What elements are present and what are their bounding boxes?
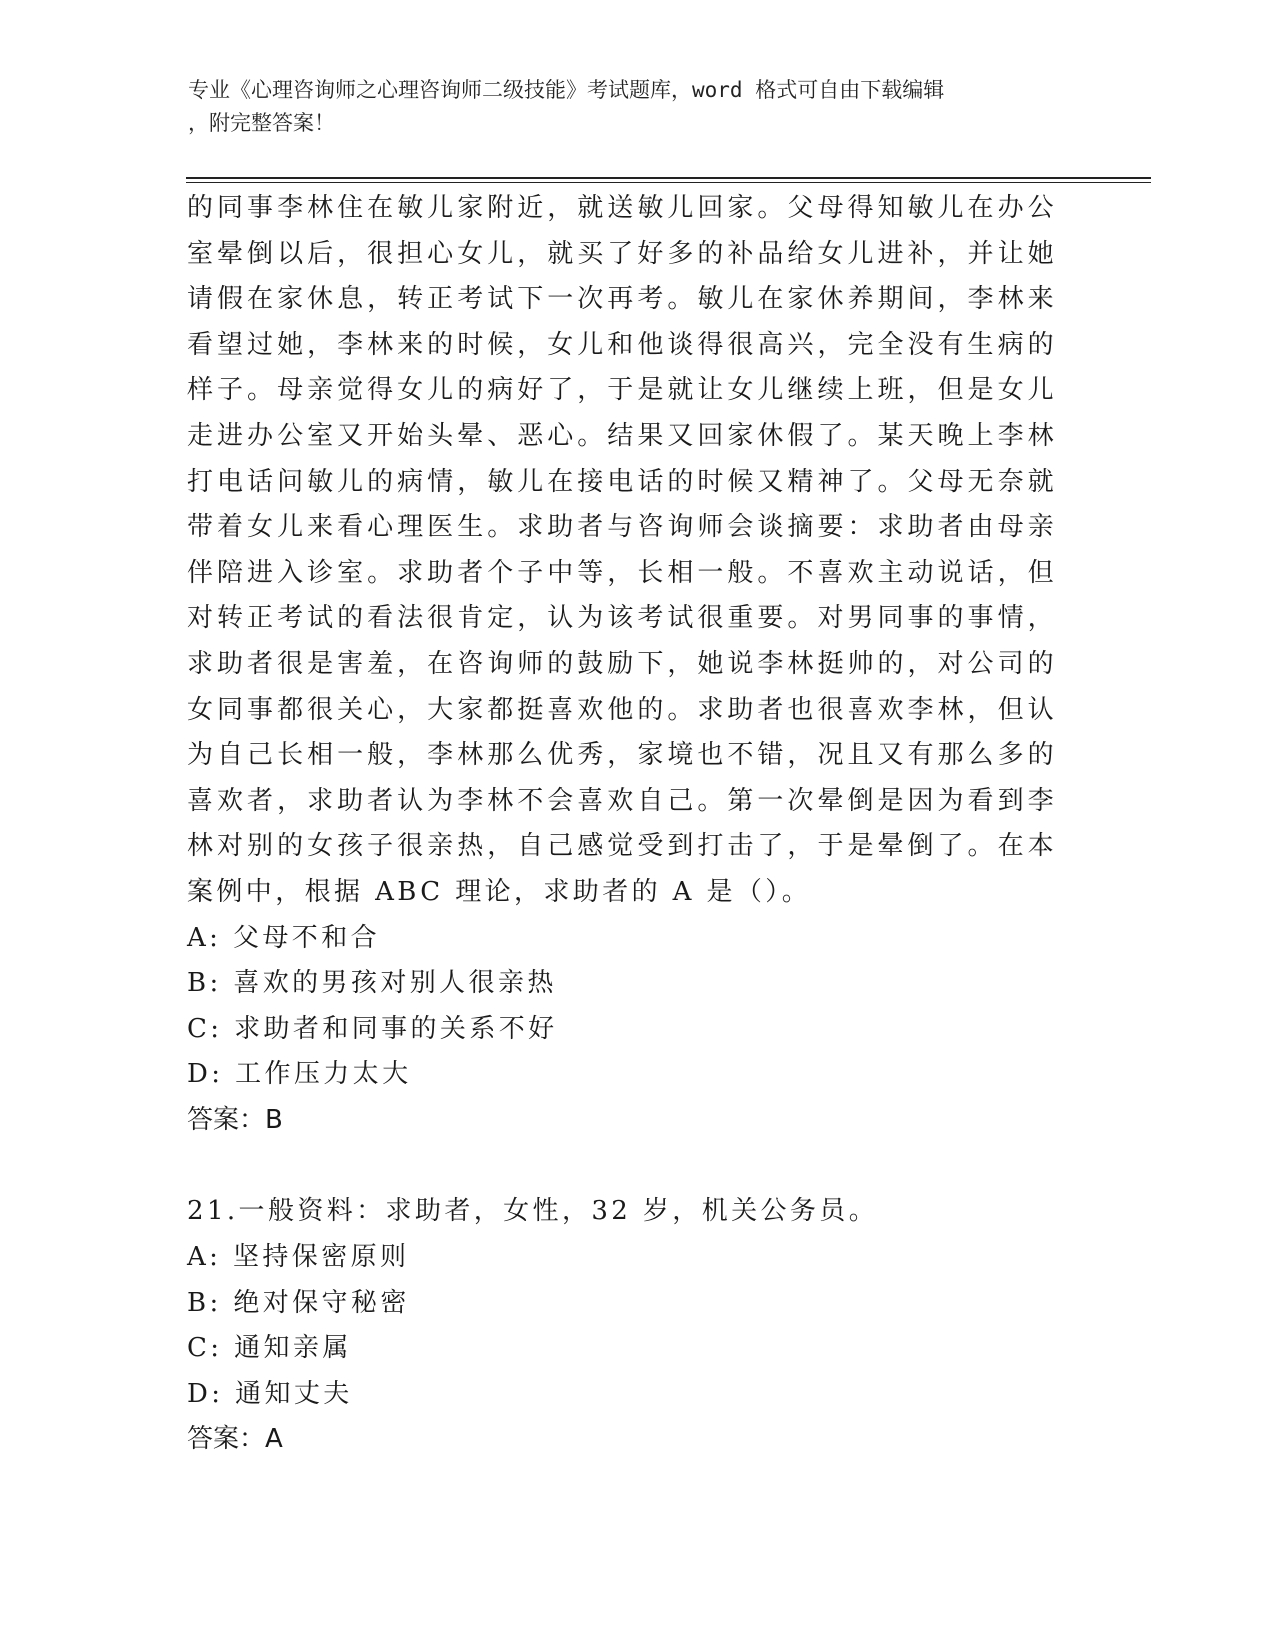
header-divider-thin — [186, 182, 1151, 183]
answer-line: 答案：B — [187, 1104, 283, 1135]
question-block-21 — [187, 1189, 1057, 1463]
option-b: B: 喜欢的男孩对别人很亲热 — [187, 968, 557, 999]
answer-line: 答案：A — [187, 1424, 283, 1455]
question-stem: 21.一般资料：求助者，女性，32 岁，机关公务员。 — [187, 1196, 879, 1227]
document-header — [188, 74, 1068, 140]
document-body — [187, 186, 1057, 1463]
option-d: D: 工作压力太大 — [187, 1059, 412, 1090]
question-block-1 — [187, 186, 1057, 1143]
option-a: A: 坚持保密原则 — [187, 1242, 410, 1273]
option-c: C: 求助者和同事的关系不好 — [187, 1013, 558, 1044]
header-line-2: ，附完整答案！ — [188, 111, 335, 135]
option-d: D: 通知丈夫 — [187, 1378, 353, 1409]
question-stem: 的同事李林住在敏儿家附近，就送敏儿回家。父母得知敏儿在办公室晕倒以后，很担心女儿，就买了好多的补品给女儿进补，并让她请假在家休息，转正考试下一次再考。敏儿在家休养期间，李林来看望过她，李林来的时候，女儿和他谈得很高兴，完全没有生病的样子。母亲觉得女儿的病好了，于是就让女儿继续上班，但是女儿走进办公室又开始头晕、恶心。结果又回家休假了。某天晚上李林打电话问敏儿的病情，敏儿在接电话的时候又精神了。父母无奈就带着女儿来看心理医生。求助者与咨询师会谈摘要：求助者由母亲伴陪进入诊室。求助者个子中等，长相一般。不喜欢主动说话，但对转正考试的看法很肯定，认为该考试很重要。对男同事的事情，求助者很是害羞，在咨询师的鼓励下，她说李林挺帅的，对公司的女同事都很关心，大家都挺喜欢他的。求助者也很喜欢李林，但认为自己长相一般，李林那么优秀，家境也不错，况且又有那么多的喜欢者，求助者认为李林不会喜欢自己。第一次晕倒是因为看到李林对别的女孩子很亲热，自己感觉受到打击了，于是晕倒了。在本案例中，根据 ABC 理论，求助者的 A 是（）。 — [187, 193, 1057, 907]
header-line-1: 专业《心理咨询师之心理咨询师二级技能》考试题库，word 格式可自由下载编辑 — [188, 78, 945, 102]
header-divider-thick — [186, 177, 1151, 179]
option-b: B: 绝对保守秘密 — [187, 1287, 410, 1318]
option-a: A: 父母不和合 — [187, 922, 381, 953]
option-c: C: 通知亲属 — [187, 1333, 352, 1364]
